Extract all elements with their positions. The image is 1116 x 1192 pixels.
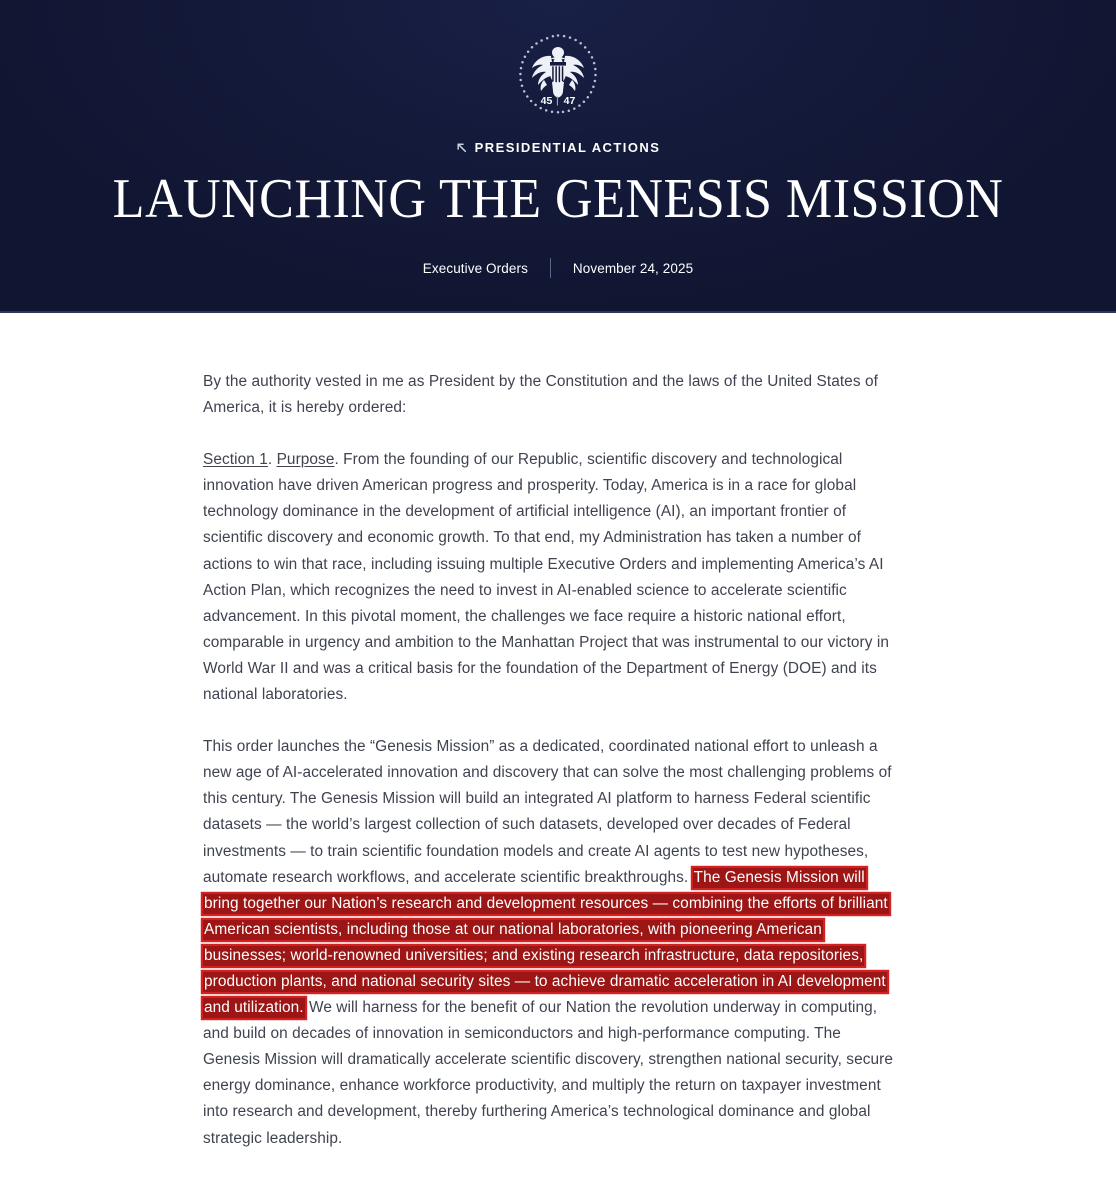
red-highlight-annotation: The Genesis Mission will bring together our Nation’s research and development resources — combining the efforts of brilliant American scientists, including those at our national laboratories, with pioneering American businesses; world-renowned universities; and existing research infrastructure, data repositories, production plants, and national security sites — to achieve dramatic acceleration in AI development and utilization. bbox=[204, 868, 888, 1017]
breadcrumb-label: PRESIDENTIAL ACTIONS bbox=[474, 140, 661, 155]
page-title: LAUNCHING THE GENESIS MISSION bbox=[112, 168, 1004, 230]
paragraph-genesis-mission-launch bbox=[203, 734, 893, 1152]
section-number-label: Section 1 bbox=[203, 451, 268, 469]
paragraph-authority bbox=[203, 369, 893, 421]
seal-number-47: 47 bbox=[563, 95, 576, 107]
paragraph-authority-text: By the authority vested in me as President by the Constitution and the laws of the United States of America, it is hereby ordered: bbox=[203, 373, 878, 417]
arrow-up-left-icon bbox=[456, 142, 467, 153]
meta-category[interactable]: Executive Orders bbox=[422, 260, 528, 276]
section-separator: . bbox=[267, 451, 277, 469]
paragraph-section-1-purpose bbox=[203, 447, 893, 708]
article-meta bbox=[0, 258, 1116, 278]
document-content bbox=[203, 369, 893, 1152]
breadcrumb[interactable] bbox=[0, 140, 1116, 155]
meta-divider bbox=[550, 258, 551, 278]
section-1-body-text: . From the founding of our Republic, scientific discovery and technological innovation have driven American progress and prosperity. Today, America is in a race for global technology dominance in the development of artificial intelligence (AI), an important frontier of scientific discovery and economic growth. To that end, my Administration has taken a number of actions to win that race, including issuing multiple Executive Orders and implementing America’s AI Action Plan, which recognizes the need to invest in AI-enabled science to accelerate scientific advancement. In this pivotal moment, the challenges we face require a historic national effort, comparable in urgency and ambition to the Manhattan Project that was instrumental to our victory in World War II and was a critical basis for the foundation of the Department of Energy (DOE) and its national laboratories. bbox=[203, 451, 890, 704]
site-header bbox=[0, 0, 1116, 313]
section-title-label: Purpose bbox=[276, 451, 335, 469]
seal-number-45: 45 bbox=[540, 95, 553, 107]
paragraph-text-after-highlight: We will harness for the benefit of our Nation the revolution underway in computing, and build on decades of innovation in semiconductors and high-performance computing. The Genesis Mission will dramatically accelerate scientific discovery, strengthen national security, secure energy dominance, enhance workforce productivity, and multiply the return on taxpayer investment into research and development, thereby furthering America’s technological dominance and global strategic leadership. bbox=[203, 999, 893, 1147]
paragraph-text-before-highlight: This order launches the “Genesis Mission” as a dedicated, coordinated national effort to unleash a new age of AI-accelerated innovation and discovery that can solve the most challenging problems of this century. The Genesis Mission will build an integrated AI platform to harness Federal scientific datasets — the world’s largest collection of such datasets, developed over decades of Federal investments — to train scientific foundation models and create AI agents to test new hypotheses, automate research workflows, and accelerate scientific breakthroughs. bbox=[203, 738, 892, 886]
document-body bbox=[0, 313, 1116, 1192]
presidential-seal-wrap bbox=[0, 28, 1116, 122]
meta-date: November 24, 2025 bbox=[572, 260, 694, 276]
presidential-seal-eagle-icon bbox=[511, 28, 605, 122]
